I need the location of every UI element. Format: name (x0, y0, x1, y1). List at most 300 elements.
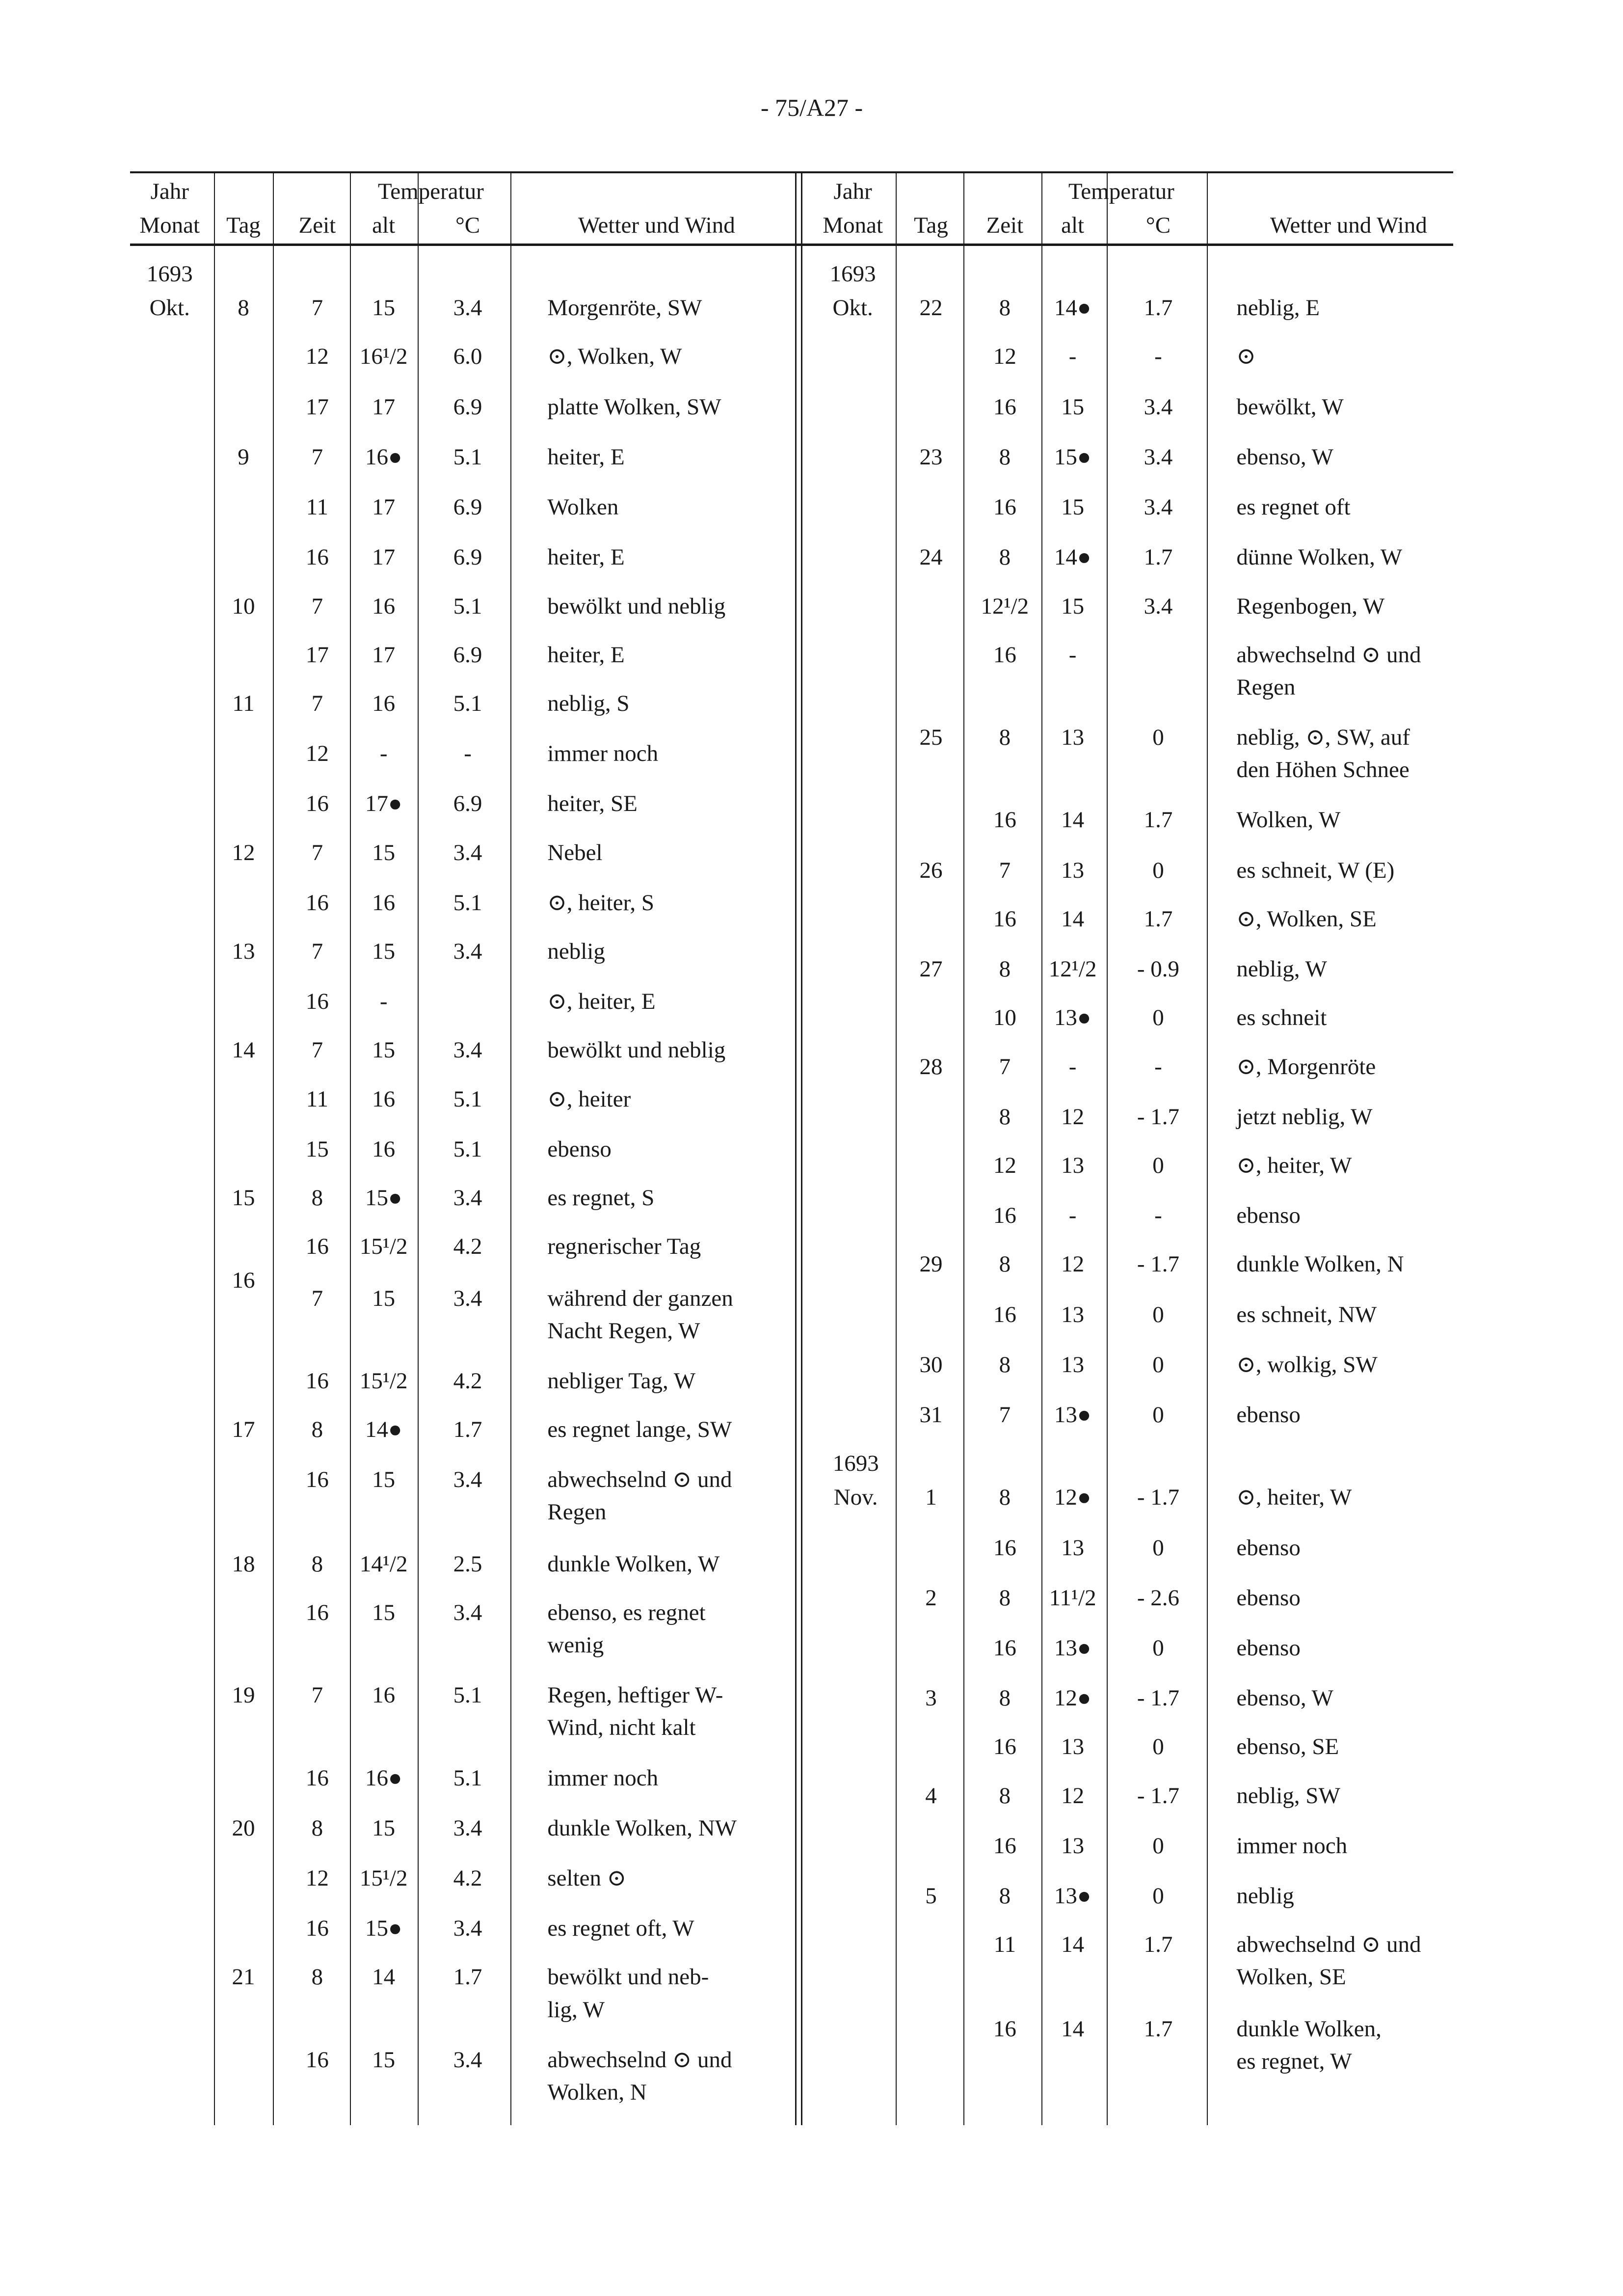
weather-cell: ebenso, SE (1236, 1734, 1339, 1760)
time-cell: 8 (311, 1185, 323, 1211)
weather-cell: ⊙, Wolken, SE (1236, 906, 1377, 932)
temp-celsius-cell: - 1.7 (1137, 1251, 1180, 1277)
header-zeit: Zeit (986, 212, 1024, 238)
time-cell: 8 (311, 1417, 323, 1443)
time-cell: 16 (993, 394, 1016, 420)
temp-old-cell: 15¹/2 (359, 1368, 408, 1394)
time-cell: 7 (311, 1285, 323, 1311)
time-cell: 7 (311, 1037, 323, 1063)
time-cell: 8 (999, 1783, 1011, 1809)
temp-celsius-cell: 0 (1152, 1301, 1164, 1327)
temp-old-cell: - (379, 741, 388, 767)
weather-cell: ⊙, wolkig, SW (1236, 1351, 1378, 1378)
header-jahr: Jahr (833, 178, 872, 204)
time-cell: 7 (999, 1053, 1011, 1080)
temp-celsius-cell: 3.4 (453, 1037, 482, 1063)
time-cell: 7 (311, 1682, 323, 1708)
weather-cell: heiter, E (547, 642, 625, 668)
time-cell: 7 (311, 690, 323, 716)
weather-cell: immer noch (1236, 1833, 1348, 1859)
temp-celsius-cell: - (1154, 1053, 1162, 1080)
temp-old-cell: 12 (1061, 1251, 1085, 1277)
temp-old-cell: 13● (1054, 1883, 1091, 1909)
temp-old-cell: 15 (1061, 593, 1085, 619)
weather-cell: es schneit (1236, 1005, 1327, 1031)
day-cell: 25 (919, 725, 943, 751)
temp-old-cell: 15 (372, 1599, 396, 1625)
weather-cell: neblig, W (1236, 956, 1327, 982)
time-cell: 16 (993, 1635, 1016, 1661)
temp-old-cell: 13 (1061, 1152, 1085, 1178)
day-cell: 29 (919, 1251, 943, 1277)
temp-celsius-cell: 1.7 (1144, 2016, 1173, 2042)
temp-celsius-cell: - (464, 741, 472, 767)
temp-old-cell: 16 (372, 1136, 396, 1162)
day-cell: 30 (919, 1351, 943, 1378)
weather-cell: es regnet oft, W (547, 1916, 694, 1942)
temp-old-cell: 13 (1061, 1301, 1085, 1327)
day-cell: 8 (238, 295, 249, 321)
temp-celsius-cell: 0 (1152, 1152, 1164, 1178)
temp-celsius-cell: 4.2 (453, 1234, 482, 1260)
weather-cell: ebenso (1236, 1203, 1301, 1229)
temp-celsius-cell: 5.1 (453, 1765, 482, 1791)
temp-old-cell: 12● (1054, 1685, 1091, 1711)
time-cell: 16 (993, 494, 1016, 520)
weather-cell: Wolken, W (1236, 807, 1341, 833)
temp-old-cell: 17 (372, 394, 396, 420)
weather-cell: ebenso (1236, 1635, 1301, 1661)
temp-celsius-cell: 3.4 (453, 1815, 482, 1841)
time-cell: 16 (305, 1467, 329, 1493)
day-cell: 22 (919, 295, 943, 321)
temp-celsius-cell: - 1.7 (1137, 1783, 1180, 1809)
temp-old-cell: - (379, 989, 388, 1015)
temp-old-cell: 16● (365, 1765, 402, 1791)
temp-old-cell: 13 (1061, 1833, 1085, 1859)
temp-old-cell: 15 (372, 839, 396, 865)
table-rule (130, 171, 1454, 173)
day-cell: 12 (232, 839, 255, 865)
time-cell: 12 (993, 1152, 1016, 1178)
temp-celsius-cell: 6.9 (453, 544, 482, 570)
weather-cell: Morgenröte, SW (547, 295, 702, 321)
weather-cell: Wind, nicht kalt (547, 1715, 696, 1741)
temp-old-cell: 17 (372, 642, 396, 668)
time-cell: 8 (999, 444, 1011, 470)
temp-celsius-cell: 0 (1152, 1734, 1164, 1760)
temp-celsius-cell: 5.1 (453, 1136, 482, 1162)
day-cell: 14 (232, 1037, 255, 1063)
day-cell: 28 (919, 1053, 943, 1080)
time-cell: 12 (305, 741, 329, 767)
header-wetter: Wetter und Wind (578, 212, 735, 238)
temp-celsius-cell: 1.7 (1144, 807, 1173, 833)
temp-old-cell: 15¹/2 (359, 1865, 408, 1891)
weather-cell: ⊙, Wolken, W (547, 344, 682, 370)
temp-old-cell: 14¹/2 (359, 1551, 408, 1577)
temp-celsius-cell: 3.4 (453, 1599, 482, 1625)
header-tag: Tag (914, 212, 948, 238)
time-cell: 16 (993, 1301, 1016, 1327)
weather-cell: ebenso, W (1236, 1685, 1333, 1711)
time-cell: 11 (306, 1086, 328, 1112)
temp-celsius-cell: - 1.7 (1137, 1104, 1180, 1130)
temp-old-cell: 15● (1054, 444, 1091, 470)
time-cell: 8 (999, 956, 1011, 982)
day-cell: 18 (232, 1551, 255, 1577)
temp-old-cell: 17 (372, 544, 396, 570)
time-cell: 8 (999, 1251, 1011, 1277)
time-cell: 8 (999, 1883, 1011, 1909)
time-cell: 16 (993, 906, 1016, 932)
day-cell: 16 (232, 1268, 255, 1294)
temp-celsius-cell: 0 (1152, 1351, 1164, 1378)
temp-old-cell: 15 (1061, 494, 1085, 520)
weather-cell: heiter, SE (547, 791, 638, 817)
time-cell: 16 (305, 989, 329, 1015)
temp-old-cell: 12 (1061, 1783, 1085, 1809)
day-cell: 5 (925, 1883, 937, 1909)
time-cell: 16 (305, 2047, 329, 2073)
temp-celsius-cell: 3.4 (1144, 394, 1173, 420)
temp-celsius-cell: 6.9 (453, 394, 482, 420)
column-rule (1107, 171, 1108, 2125)
temp-celsius-cell: 3.4 (453, 939, 482, 965)
weather-cell: abwechselnd ⊙ und (1236, 1932, 1421, 1958)
temp-old-cell: 13 (1061, 1535, 1085, 1561)
column-rule (896, 171, 897, 2125)
time-cell: 17 (305, 642, 329, 668)
weather-cell: ebenso (1236, 1402, 1301, 1428)
temp-old-cell: 15● (365, 1916, 402, 1942)
weather-cell: Regenbogen, W (1236, 593, 1385, 619)
weather-cell: abwechselnd ⊙ und (547, 1467, 732, 1493)
time-cell: 10 (993, 1005, 1016, 1031)
weather-cell: ⊙, heiter, S (547, 890, 654, 916)
temp-old-cell: 17● (365, 791, 402, 817)
weather-cell: ebenso (1236, 1535, 1301, 1561)
weather-cell: Nacht Regen, W (547, 1318, 700, 1344)
temp-old-cell: 15 (372, 1285, 396, 1311)
time-cell: 8 (999, 1585, 1011, 1611)
temp-celsius-cell: 0 (1152, 1833, 1164, 1859)
temp-celsius-cell: 5.1 (453, 1682, 482, 1708)
weather-cell: es regnet oft (1236, 494, 1351, 520)
time-cell: 16 (305, 1599, 329, 1625)
time-cell: 8 (311, 1815, 323, 1841)
temp-old-cell: 14 (372, 1964, 396, 1990)
temp-celsius-cell: 2.5 (453, 1551, 482, 1577)
temp-old-cell: 13● (1054, 1635, 1091, 1661)
weather-cell: dunkle Wolken, N (1236, 1251, 1404, 1277)
weather-cell: während der ganzen (547, 1285, 733, 1311)
temp-celsius-cell: - (1154, 1203, 1162, 1229)
time-cell: 7 (311, 939, 323, 965)
day-cell: 17 (232, 1417, 255, 1443)
time-cell: 16 (993, 642, 1016, 668)
weather-cell: ⊙, heiter, E (547, 989, 656, 1015)
column-rule (801, 171, 802, 2125)
column-rule (510, 171, 511, 2125)
time-cell: 12 (305, 344, 329, 370)
year-label: 1693 (829, 261, 876, 287)
weather-cell: Nebel (547, 839, 603, 865)
weather-cell: Wolken, SE (1236, 1964, 1346, 1990)
time-cell: 15 (305, 1136, 329, 1162)
time-cell: 7 (999, 857, 1011, 883)
temp-old-cell: 15 (372, 295, 396, 321)
temp-old-cell: 12¹/2 (1048, 956, 1097, 982)
temp-celsius-cell: 3.4 (453, 839, 482, 865)
temp-celsius-cell: 1.7 (1144, 1932, 1173, 1958)
day-cell: 31 (919, 1402, 943, 1428)
column-rule (350, 171, 351, 2125)
table-rule (130, 243, 1454, 246)
temp-celsius-cell: 0 (1152, 1005, 1164, 1031)
day-cell: 2 (925, 1585, 937, 1611)
weather-cell: es regnet, W (1236, 2048, 1352, 2074)
temp-celsius-cell: 0 (1152, 725, 1164, 751)
time-cell: 16 (305, 1368, 329, 1394)
weather-cell: ⊙, Morgenröte (1236, 1053, 1376, 1080)
weather-cell: abwechselnd ⊙ und (1236, 642, 1421, 668)
temp-celsius-cell: 3.4 (453, 1185, 482, 1211)
weather-cell: bewölkt und neb- (547, 1964, 709, 1990)
temp-celsius-cell: 3.4 (1144, 444, 1173, 470)
column-rule (418, 171, 419, 2125)
weather-cell: lig, W (547, 1997, 605, 2023)
weather-cell: nebliger Tag, W (547, 1368, 696, 1394)
temp-celsius-cell: 5.1 (453, 444, 482, 470)
weather-cell: neblig, S (547, 690, 630, 716)
day-cell: 19 (232, 1682, 255, 1708)
weather-cell: es regnet lange, SW (547, 1417, 732, 1443)
month-label: Okt. (149, 295, 190, 321)
temp-old-cell: 13● (1054, 1005, 1091, 1031)
weather-cell: Wolken, N (547, 2079, 647, 2105)
temp-old-cell: 15 (372, 1037, 396, 1063)
temp-old-cell: - (1068, 1203, 1077, 1229)
time-cell: 8 (999, 295, 1011, 321)
time-cell: 16 (305, 1916, 329, 1942)
temp-celsius-cell: 1.7 (1144, 906, 1173, 932)
weather-cell: bewölkt und neblig (547, 593, 726, 619)
temp-celsius-cell: 1.7 (453, 1964, 482, 1990)
column-rule (963, 171, 964, 2125)
weather-cell: jetzt neblig, W (1236, 1104, 1373, 1130)
weather-cell: neblig, SW (1236, 1783, 1340, 1809)
temp-celsius-cell: 3.4 (1144, 494, 1173, 520)
time-cell: 12 (993, 344, 1016, 370)
header-zeit: Zeit (298, 212, 336, 238)
temp-old-cell: 15 (372, 939, 396, 965)
time-cell: 8 (999, 1685, 1011, 1711)
time-cell: 16 (993, 1833, 1016, 1859)
temp-old-cell: 15 (372, 1467, 396, 1493)
temp-celsius-cell: 5.1 (453, 593, 482, 619)
temp-old-cell: 16¹/2 (359, 344, 408, 370)
column-rule (273, 171, 274, 2125)
temp-old-cell: 13 (1061, 725, 1085, 751)
time-cell: 8 (999, 1104, 1011, 1130)
temp-old-cell: 14 (1061, 807, 1085, 833)
day-cell: 9 (238, 444, 249, 470)
temp-old-cell: - (1068, 1053, 1077, 1080)
temp-old-cell: 14 (1061, 1932, 1085, 1958)
weather-cell: es regnet, S (547, 1185, 655, 1211)
weather-cell: Wolken (547, 494, 619, 520)
page-number: - 75/A27 - (760, 94, 863, 121)
temp-celsius-cell: 5.1 (453, 890, 482, 916)
temp-old-cell: 16 (372, 1086, 396, 1112)
temp-old-cell: 13 (1061, 1351, 1085, 1378)
temp-celsius-cell: 1.7 (1144, 295, 1173, 321)
temp-celsius-cell: - 0.9 (1137, 956, 1180, 982)
weather-cell: regnerischer Tag (547, 1234, 701, 1260)
header-monat: Monat (823, 212, 883, 238)
weather-cell: neblig (547, 939, 605, 965)
day-cell: 15 (232, 1185, 255, 1211)
time-cell: 8 (999, 725, 1011, 751)
temp-old-cell: 16● (365, 444, 402, 470)
weather-cell: es schneit, W (E) (1236, 857, 1395, 883)
time-cell: 7 (311, 839, 323, 865)
temp-celsius-cell: - 1.7 (1137, 1685, 1180, 1711)
temp-celsius-cell: 5.1 (453, 1086, 482, 1112)
temp-old-cell: 14● (1054, 544, 1091, 570)
time-cell: 16 (993, 807, 1016, 833)
temp-old-cell: 11¹/2 (1049, 1585, 1096, 1611)
temp-celsius-cell: 3.4 (453, 1467, 482, 1493)
time-cell: 16 (993, 1734, 1016, 1760)
year-label: 1693 (146, 261, 193, 287)
weather-cell: Regen, heftiger W- (547, 1682, 723, 1708)
weather-cell: den Höhen Schnee (1236, 757, 1410, 783)
weather-cell: heiter, E (547, 444, 625, 470)
weather-cell: ebenso, W (1236, 444, 1333, 470)
weather-cell: neblig, E (1236, 295, 1320, 321)
day-cell: 26 (919, 857, 943, 883)
weather-cell: ebenso, es regnet (547, 1599, 706, 1625)
header-monat: Monat (139, 212, 200, 238)
temp-old-cell: 13 (1061, 857, 1085, 883)
temp-celsius-cell: 1.7 (453, 1417, 482, 1443)
temp-old-cell: 13 (1061, 1734, 1085, 1760)
temp-celsius-cell: 3.4 (453, 2047, 482, 2073)
temp-old-cell: 17 (372, 494, 396, 520)
weather-cell: dunkle Wolken, NW (547, 1815, 737, 1841)
temp-old-cell: 13● (1054, 1402, 1091, 1428)
temp-old-cell: 16 (372, 690, 396, 716)
header-wetter: Wetter und Wind (1270, 212, 1427, 238)
time-cell: 12 (305, 1865, 329, 1891)
temp-celsius-cell: 6.9 (453, 494, 482, 520)
weather-cell: immer noch (547, 741, 659, 767)
temp-old-cell: 15● (365, 1185, 402, 1211)
temp-celsius-cell: 6.9 (453, 642, 482, 668)
header-jahr: Jahr (150, 178, 189, 204)
weather-cell: ⊙, heiter, W (1236, 1152, 1352, 1178)
weather-cell: abwechselnd ⊙ und (547, 2047, 732, 2073)
temp-celsius-cell: - (1154, 344, 1162, 370)
weather-cell: ⊙ (1236, 344, 1256, 370)
temp-old-cell: 12● (1054, 1485, 1091, 1511)
weather-cell: heiter, E (547, 544, 625, 570)
time-cell: 7 (311, 593, 323, 619)
day-cell: 10 (232, 593, 255, 619)
temp-old-cell: 14 (1061, 906, 1085, 932)
temp-celsius-cell: 1.7 (1144, 544, 1173, 570)
time-cell: 8 (999, 544, 1011, 570)
time-cell: 17 (305, 394, 329, 420)
weather-cell: neblig, ⊙, SW, auf (1236, 725, 1410, 751)
weather-cell: immer noch (547, 1765, 659, 1791)
weather-cell: Regen (547, 1499, 607, 1525)
day-cell: 4 (925, 1783, 937, 1809)
temp-old-cell: 14 (1061, 2016, 1085, 2042)
weather-cell: ⊙, heiter (547, 1086, 631, 1112)
time-cell: 12¹/2 (981, 593, 1029, 619)
time-cell: 7 (311, 444, 323, 470)
weather-cell: ebenso (1236, 1585, 1301, 1611)
weather-cell: dunkle Wolken, W (547, 1551, 720, 1577)
header-alt: alt (1061, 212, 1085, 238)
time-cell: 8 (999, 1351, 1011, 1378)
time-cell: 16 (993, 2016, 1016, 2042)
time-cell: 11 (306, 494, 328, 520)
temp-celsius-cell: 0 (1152, 857, 1164, 883)
weather-cell: Regen (1236, 674, 1296, 700)
temp-celsius-cell: 0 (1152, 1535, 1164, 1561)
time-cell: 8 (311, 1551, 323, 1577)
temp-old-cell: 15 (372, 2047, 396, 2073)
column-rule (1207, 171, 1208, 2125)
day-cell: 20 (232, 1815, 255, 1841)
temp-celsius-cell: 3.4 (453, 1916, 482, 1942)
temp-celsius-cell: 3.4 (453, 1285, 482, 1311)
weather-cell: dunkle Wolken, (1236, 2016, 1382, 2042)
column-rule (1041, 171, 1042, 2125)
month-label: Nov. (833, 1485, 878, 1511)
time-cell: 16 (305, 791, 329, 817)
temp-celsius-cell: 6.0 (453, 344, 482, 370)
day-cell: 3 (925, 1685, 937, 1711)
temp-celsius-cell: - 1.7 (1137, 1485, 1180, 1511)
header-celsius: °C (1145, 212, 1171, 238)
temp-celsius-cell: 4.2 (453, 1865, 482, 1891)
weather-cell: wenig (547, 1632, 604, 1658)
weather-cell: platte Wolken, SW (547, 394, 721, 420)
temp-old-cell: 15 (372, 1815, 396, 1841)
temp-old-cell: - (1068, 344, 1077, 370)
header-temperatur: Temperatur (377, 178, 484, 204)
temp-celsius-cell: 6.9 (453, 791, 482, 817)
day-cell: 23 (919, 444, 943, 470)
time-cell: 7 (999, 1402, 1011, 1428)
time-cell: 16 (305, 544, 329, 570)
temp-old-cell: 12 (1061, 1104, 1085, 1130)
weather-cell: selten ⊙ (547, 1865, 627, 1891)
year-label: 1693 (832, 1451, 879, 1477)
temp-old-cell: - (1068, 642, 1077, 668)
time-cell: 8 (999, 1485, 1011, 1511)
temp-old-cell: 14● (1054, 295, 1091, 321)
time-cell: 16 (993, 1203, 1016, 1229)
temp-celsius-cell: 3.4 (1144, 593, 1173, 619)
temp-celsius-cell: - 2.6 (1137, 1585, 1180, 1611)
day-cell: 21 (232, 1964, 255, 1990)
